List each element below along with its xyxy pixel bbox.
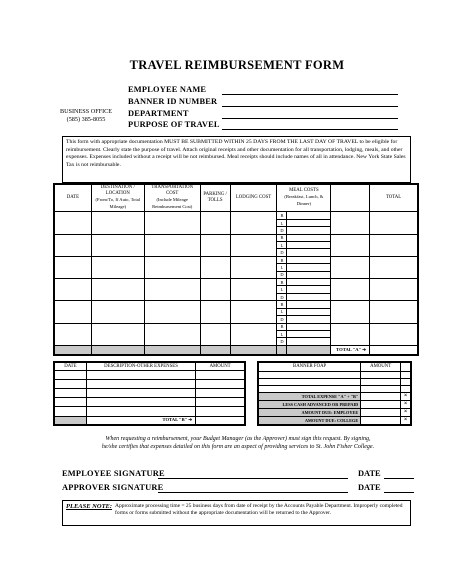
expense-row <box>55 212 418 219</box>
row-total-cell[interactable] <box>370 256 418 278</box>
approver-signature-field[interactable] <box>158 492 348 493</box>
banner-id-label: BANNER ID NUMBER <box>128 97 218 106</box>
meal-letter: L <box>277 286 287 293</box>
office-name: BUSINESS OFFICE <box>59 108 113 115</box>
amount-due-employee-label: AMOUNT DUE: EMPLOYEE <box>259 408 361 416</box>
meal-cost-cell[interactable] <box>287 271 331 278</box>
meal-letter: B <box>277 212 287 219</box>
amount-due-college-cell[interactable] <box>361 416 401 424</box>
expense-cell[interactable] <box>200 256 230 278</box>
expense-cell[interactable] <box>144 256 200 278</box>
expense-cell[interactable] <box>55 279 92 301</box>
other-expense-cell[interactable] <box>55 380 87 389</box>
expense-cell[interactable] <box>55 301 92 323</box>
expense-cell[interactable] <box>55 256 92 278</box>
less-cash-cell[interactable] <box>361 400 401 408</box>
employee-signature-field[interactable] <box>158 478 348 479</box>
meal-cost-cell[interactable] <box>287 286 331 293</box>
meal-cost-cell[interactable] <box>287 219 331 226</box>
other-expense-cell[interactable] <box>55 389 87 398</box>
employee-date-label: DATE <box>358 469 381 478</box>
expense-cell[interactable] <box>144 212 200 234</box>
other-col-amount: AMOUNT <box>196 363 245 371</box>
meal-extra-cell[interactable] <box>331 234 370 256</box>
other-expense-row <box>55 380 245 389</box>
expense-cell[interactable] <box>144 234 200 256</box>
meal-cost-cell[interactable] <box>287 256 331 263</box>
total-expense-label: TOTAL EXPENSE "A" + "B" <box>259 392 361 400</box>
total-a-label: TOTAL "A" ➔ <box>331 345 370 354</box>
less-cash-label: LESS CASH ADVANCED OR PREPAID <box>259 400 361 408</box>
meal-extra-cell[interactable] <box>331 256 370 278</box>
employee-name-label: EMPLOYEE NAME <box>128 85 207 94</box>
expense-cell[interactable] <box>230 212 277 234</box>
other-expense-row <box>55 371 245 380</box>
total-a-cell[interactable] <box>370 345 418 354</box>
meal-letter: D <box>277 293 287 300</box>
expense-cell[interactable] <box>200 323 230 345</box>
meal-extra-cell[interactable] <box>331 279 370 301</box>
expense-row <box>55 323 418 330</box>
expense-cell[interactable] <box>144 301 200 323</box>
meal-cost-cell[interactable] <box>287 330 331 337</box>
meal-cost-cell[interactable] <box>287 227 331 234</box>
meal-cost-cell[interactable] <box>287 279 331 286</box>
meal-letter: B <box>277 323 287 330</box>
summary-col-foap: BANNER FOAP <box>259 363 361 372</box>
x-mark: × <box>401 400 411 408</box>
other-expense-cell[interactable] <box>55 398 87 407</box>
approval-note: When requesting a reimbursement, your Budget Manager (as the Approver) must sign this request. By signing, he/she certifies that expenses detailed on this form are an aspect of providing services to St. John Fisher College. <box>101 436 375 450</box>
submission-notice: This form with appropriate documentation MUST BE SUBMITTED WITHIN 25 DAYS FROM THE LAST DAY OF TRAVEL to be eligible for reimbursement. Clearly state the purpose of travel. Attach original receipts and other documentation for all transportation, lodging, meals, and other expenses. Expenses included without a receipt will be not reimbursed. Meal receipts should include names of all in attendance. New York State Sales Tax is not reimbursable. <box>62 136 411 183</box>
employee-signature-label: EMPLOYEE SIGNATURE <box>62 469 165 478</box>
expense-cell[interactable] <box>91 256 144 278</box>
other-expense-cell[interactable] <box>86 398 195 407</box>
row-total-cell[interactable] <box>370 301 418 323</box>
other-expense-cell[interactable] <box>55 371 87 380</box>
expense-cell[interactable] <box>91 323 144 345</box>
expense-row <box>55 301 418 308</box>
other-col-date: DATE <box>55 363 87 371</box>
meal-letter: L <box>277 264 287 271</box>
expense-cell[interactable] <box>230 256 277 278</box>
expense-row <box>55 256 418 263</box>
meal-cost-cell[interactable] <box>287 301 331 308</box>
other-expense-cell[interactable] <box>55 407 87 416</box>
other-col-description: DESCRIPTION-OTHER EXPENSES <box>86 363 195 371</box>
row-total-cell[interactable] <box>370 279 418 301</box>
amount-due-college-label: AMOUNT DUE: COLLEGE <box>259 416 361 424</box>
meal-letter: D <box>277 338 287 346</box>
expense-cell[interactable] <box>230 323 277 345</box>
total-b-label: TOTAL "B" ➔ <box>86 416 195 425</box>
total-a-row <box>55 345 418 354</box>
expense-cell[interactable] <box>91 301 144 323</box>
meal-cost-cell[interactable] <box>287 249 331 256</box>
approver-date-label: DATE <box>358 483 381 492</box>
expense-cell[interactable] <box>91 212 144 234</box>
department-field[interactable] <box>222 118 398 119</box>
meal-letter: B <box>277 301 287 308</box>
travel-expense-table <box>53 183 419 356</box>
amount-due-employee-cell[interactable] <box>361 408 401 416</box>
meal-cost-cell[interactable] <box>287 293 331 300</box>
meal-letter: D <box>277 271 287 278</box>
meal-letter: B <box>277 234 287 241</box>
purpose-label: PURPOSE OF TRAVEL <box>128 120 220 129</box>
other-expense-cell[interactable] <box>86 407 195 416</box>
expense-row <box>55 279 418 286</box>
banner-id-field[interactable] <box>222 106 398 107</box>
expense-cell[interactable] <box>200 212 230 234</box>
meal-letter: L <box>277 330 287 337</box>
expense-cell[interactable] <box>91 279 144 301</box>
col-transportation: TRANSPORTATION COST (Include Mileage Reimbursement Cost) <box>144 185 200 212</box>
col-destination: DESTINATION / LOCATION (From/To, If Auto, Total Mileage) <box>91 185 144 212</box>
meal-letter: D <box>277 316 287 323</box>
employee-date-field[interactable] <box>384 478 414 479</box>
expense-cell[interactable] <box>230 279 277 301</box>
other-expense-cell[interactable] <box>196 407 245 416</box>
col-lodging: LODGING COST <box>230 185 277 212</box>
other-expense-cell[interactable] <box>86 371 195 380</box>
other-expenses-table <box>53 361 246 426</box>
expense-cell[interactable] <box>144 279 200 301</box>
expense-row <box>55 234 418 241</box>
meal-letter: D <box>277 227 287 234</box>
business-office <box>58 108 114 124</box>
expense-cell[interactable] <box>55 323 92 345</box>
expense-cell[interactable] <box>230 301 277 323</box>
total-b-cell[interactable] <box>196 416 245 425</box>
summary-table <box>257 361 412 426</box>
meal-letter: L <box>277 219 287 226</box>
meal-cost-cell[interactable] <box>287 264 331 271</box>
meal-letter: L <box>277 242 287 249</box>
meal-extra-cell[interactable] <box>331 323 370 345</box>
office-phone: (585) 385-8055 <box>66 116 106 123</box>
total-a-shade <box>55 345 92 354</box>
meal-cost-cell[interactable] <box>287 242 331 249</box>
summary-col-amount: AMOUNT <box>361 363 401 372</box>
form-title: TRAVEL REIMBURSEMENT FORM <box>129 58 345 72</box>
meal-letter: D <box>277 249 287 256</box>
other-expense-cell[interactable] <box>196 389 245 398</box>
department-label: DEPARTMENT <box>128 109 189 118</box>
expense-cell[interactable] <box>230 234 277 256</box>
col-meal: MEAL COSTS (Breakfast, Lunch, & Dinner) <box>277 185 331 212</box>
x-mark: × <box>401 408 411 416</box>
other-expense-cell[interactable] <box>196 380 245 389</box>
employee-name-field[interactable] <box>222 94 398 95</box>
meal-extra-cell[interactable] <box>331 212 370 234</box>
expense-cell[interactable] <box>200 279 230 301</box>
meal-cost-cell[interactable] <box>287 338 331 346</box>
col-blank <box>331 185 370 212</box>
col-date: DATE <box>55 185 92 212</box>
total-expense-cell[interactable] <box>361 392 401 400</box>
expense-cell[interactable] <box>200 301 230 323</box>
other-expense-cell[interactable] <box>86 389 195 398</box>
meal-cost-cell[interactable] <box>287 212 331 219</box>
meal-letter: B <box>277 256 287 263</box>
please-note-label: PLEASE NOTE: <box>66 503 113 510</box>
meal-cost-cell[interactable] <box>287 234 331 241</box>
row-total-cell[interactable] <box>370 234 418 256</box>
other-expense-row <box>55 398 245 407</box>
approver-signature-label: APPROVER SIGNATURE <box>62 483 164 492</box>
approver-date-field[interactable] <box>384 492 414 493</box>
row-total-cell[interactable] <box>370 212 418 234</box>
please-note-box <box>62 500 411 526</box>
meal-letter: B <box>277 279 287 286</box>
meal-extra-cell[interactable] <box>331 301 370 323</box>
other-expense-cell[interactable] <box>86 380 195 389</box>
expense-cell[interactable] <box>91 234 144 256</box>
purpose-field[interactable] <box>222 129 398 130</box>
col-total: TOTAL <box>370 185 418 212</box>
row-total-cell[interactable] <box>370 323 418 345</box>
expense-cell[interactable] <box>200 234 230 256</box>
other-expense-row <box>55 389 245 398</box>
please-note-text: Approximate processing time = 25 business days from date of receipt by the Accounts Payable Department. Improperly completed forms or forms submitted without the appropriate documentation will be returned to the Approver. <box>115 503 403 516</box>
x-mark: × <box>401 392 411 400</box>
meal-letter: L <box>277 308 287 315</box>
expense-cell[interactable] <box>144 323 200 345</box>
col-parking: PARKING / TOLLS <box>200 185 230 212</box>
other-expense-row <box>55 407 245 416</box>
meal-cost-cell[interactable] <box>287 316 331 323</box>
expense-cell[interactable] <box>55 212 92 234</box>
other-expense-cell[interactable] <box>196 398 245 407</box>
meal-cost-cell[interactable] <box>287 323 331 330</box>
expense-cell[interactable] <box>55 234 92 256</box>
meal-cost-cell[interactable] <box>287 308 331 315</box>
x-mark: × <box>401 416 411 424</box>
other-expense-cell[interactable] <box>196 371 245 380</box>
